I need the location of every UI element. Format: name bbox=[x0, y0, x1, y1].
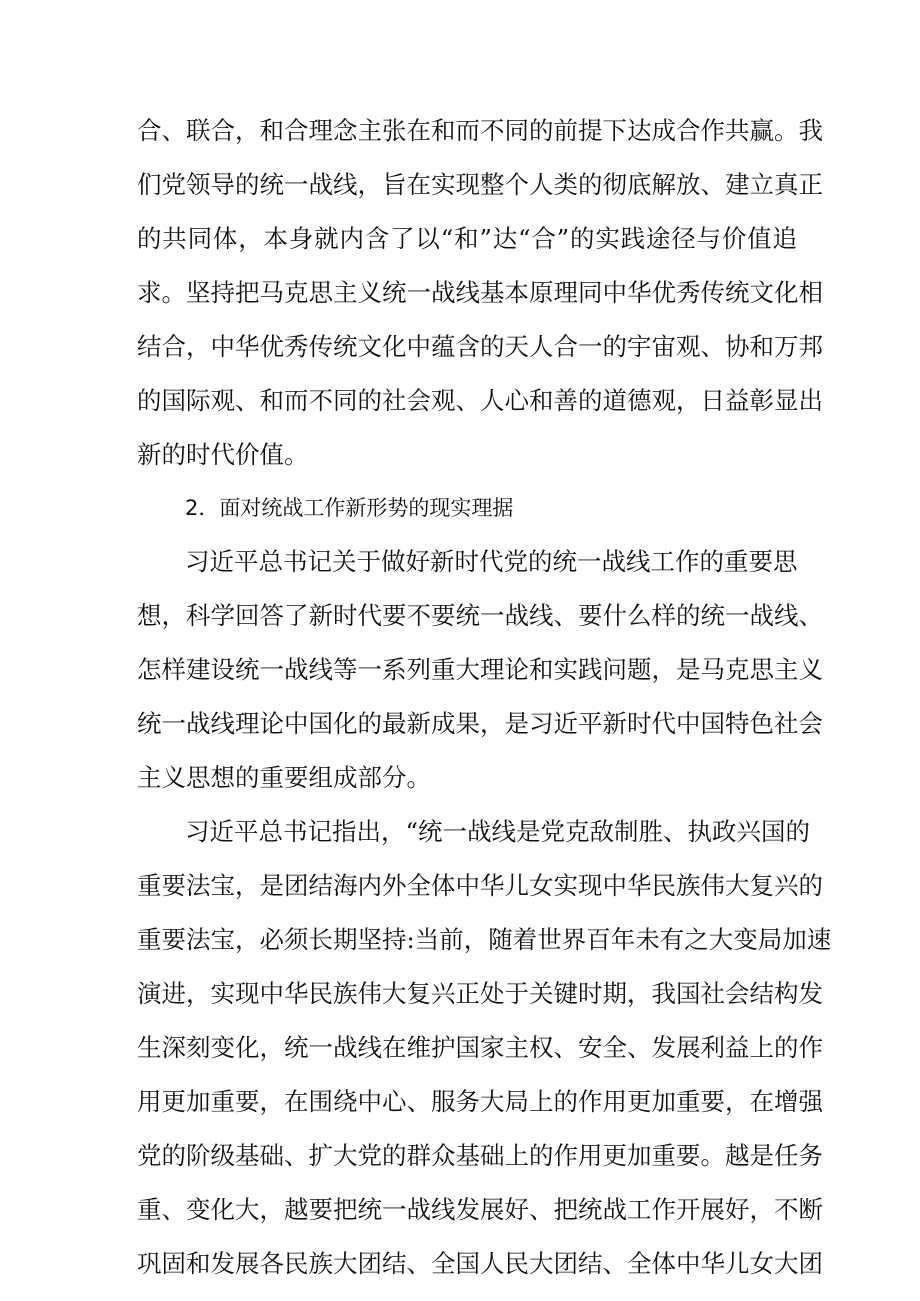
paragraph-3-line-4: 演进，实现中华民族伟大复兴正处于关键时期，我国社会结构发 bbox=[137, 979, 823, 1008]
paragraph-1-line-5: 结合，中华优秀传统文化中蕴含的天人合一的宇宙观、协和万邦 bbox=[137, 332, 823, 361]
paragraph-1-line-2: 们党领导的统一战线，旨在实现整个人类的彻底解放、建立真正 bbox=[137, 170, 823, 199]
paragraph-3-line-8: 重、变化大，越要把统一战线发展好、把统战工作开展好，不断 bbox=[137, 1195, 823, 1224]
paragraph-2-line-1: 习近平总书记关于做好新时代党的统一战线工作的重要思 bbox=[185, 547, 798, 576]
paragraph-3-line-9: 巩固和发展各民族大团结、全国人民大团结、全体中华儿女大团 bbox=[137, 1249, 823, 1278]
paragraph-1-line-6: 的国际观、和而不同的社会观、人心和善的道德观，日益彰显出 bbox=[137, 386, 823, 415]
paragraph-2-line-2: 想，科学回答了新时代要不要统一战线、要什么样的统一战线、 bbox=[137, 601, 823, 630]
paragraph-1-line-4: 求。坚持把马克思主义统一战线基本原理同中华优秀传统文化相 bbox=[137, 278, 823, 307]
paragraph-3-line-3: 重要法宝，必须长期坚持:当前，随着世界百年未有之大变局加速 bbox=[137, 925, 832, 954]
paragraph-1-line-1: 合、联合，和合理念主张在和而不同的前提下达成合作共赢。我 bbox=[137, 116, 823, 145]
paragraph-3-line-6: 用更加重要，在围绕中心、服务大局上的作用更加重要，在增强 bbox=[137, 1087, 823, 1116]
paragraph-3-line-2: 重要法宝，是团结海内外全体中华儿女实现中华民族伟大复兴的 bbox=[137, 871, 823, 900]
paragraph-3-line-5: 生深刻变化，统一战线在维护国家主权、安全、发展利益上的作 bbox=[137, 1033, 823, 1062]
paragraph-1-line-3: 的共同体，本身就内含了以“和”达“合”的实践途径与价值追 bbox=[137, 224, 797, 253]
paragraph-2-line-5: 主义思想的重要组成部分。 bbox=[137, 763, 431, 792]
paragraph-3-line-7: 党的阶级基础、扩大党的群众基础上的作用更加重要。越是任务 bbox=[137, 1141, 823, 1170]
paragraph-2-line-4: 统一战线理论中国化的最新成果，是习近平新时代中国特色社会 bbox=[137, 709, 823, 738]
paragraph-1-line-7: 新的时代价值。 bbox=[137, 440, 309, 469]
section-heading: 2．面对统战工作新形势的现实理据 bbox=[185, 496, 514, 520]
paragraph-2-line-3: 怎样建设统一战线等一系列重大理论和实践问题，是马克思主义 bbox=[137, 655, 823, 684]
paragraph-3-line-1: 习近平总书记指出，“统一战线是党克敌制胜、执政兴国的 bbox=[185, 817, 811, 846]
